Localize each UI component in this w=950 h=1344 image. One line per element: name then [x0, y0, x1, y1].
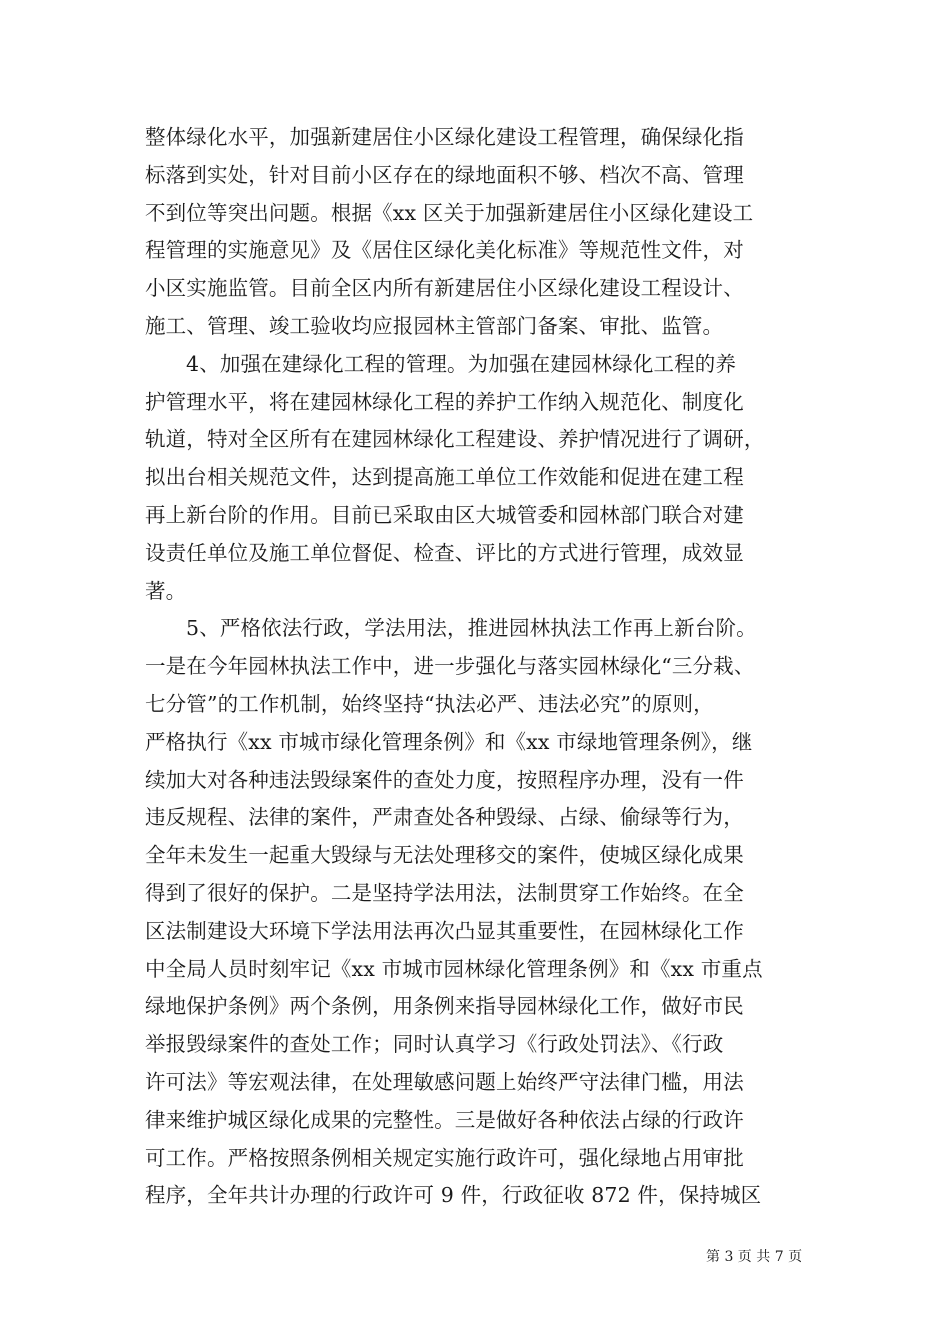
text-line: 小区实施监管。目前全区内所有新建居住小区绿化建设工程设计、	[145, 276, 744, 301]
text-line: 续加大对各种违法毁绿案件的查处力度，按照程序办理，没有一件	[145, 767, 744, 792]
paragraph-start-line: 4、加强在建绿化工程的管理。为加强在建园林绿化工程的养	[186, 351, 737, 376]
text-line: 律来维护城区绿化成果的完整性。三是做好各种依法占绿的行政许	[145, 1107, 744, 1132]
text-line: 许可法》等宏观法律，在处理敏感问题上始终严守法律门槛，用法	[145, 1069, 744, 1094]
text-line: 绿地保护条例》两个条例，用条例来指导园林绿化工作，做好市民	[145, 994, 744, 1019]
page-number-footer: 第 3 页 共 7 页	[706, 1249, 803, 1265]
text-line: 著。	[145, 578, 187, 603]
text-line: 七分管”的工作机制，始终坚持“执法必严、违法必究”的原则，	[145, 691, 714, 716]
text-line: 标落到实处，针对目前小区存在的绿地面积不够、档次不高、管理	[145, 162, 744, 187]
paragraph-start-line: 5、严格依法行政，学法用法，推进园林执法工作再上新台阶。	[186, 616, 757, 641]
text-line: 中全局人员时刻牢记《xx 市城市园林绿化管理条例》和《xx 市重点	[145, 956, 763, 981]
text-line: 整体绿化水平，加强新建居住小区绿化建设工程管理，确保绿化指	[145, 125, 744, 149]
text-line: 可工作。严格按照条例相关规定实施行政许可，强化绿地占用审批	[145, 1145, 744, 1170]
text-line: 程管理的实施意见》及《居住区绿化美化标准》等规范性文件，对	[145, 238, 744, 263]
text-line: 不到位等突出问题。根据《xx 区关于加强新建居住小区绿化建设工	[145, 200, 754, 225]
text-line: 施工、管理、竣工验收均应报园林主管部门备案、审批、监管。	[145, 313, 724, 338]
text-line: 设责任单位及施工单位督促、检查、评比的方式进行管理，成效显	[145, 540, 744, 565]
text-line: 严格执行《xx 市城市绿化管理条例》和《xx 市绿地管理条例》，继	[145, 729, 753, 754]
text-line: 违反规程、法律的案件，严肃查处各种毁绿、占绿、偷绿等行为，	[145, 805, 744, 830]
text-line: 拟出台相关规范文件，达到提高施工单位工作效能和促进在建工程	[145, 465, 744, 490]
body-text	[145, 119, 825, 1215]
text-line: 护管理水平，将在建园林绿化工程的养护工作纳入规范化、制度化	[145, 389, 744, 414]
text-line: 程序，全年共计办理的行政许可 9 件，行政征收 872 件，保持城区	[145, 1183, 762, 1208]
text-line: 举报毁绿案件的查处工作；同时认真学习《行政处罚法》、《行政	[145, 1032, 724, 1057]
text-line: 再上新台阶的作用。目前已采取由区大城管委和园林部门联合对建	[145, 502, 744, 527]
text-line: 全年未发生一起重大毁绿与无法处理移交的案件，使城区绿化成果	[145, 843, 744, 868]
text-line: 轨道，特对全区所有在建园林绿化工程建设、养护情况进行了调研，	[145, 427, 765, 452]
text-line: 区法制建设大环境下学法用法再次凸显其重要性，在园林绿化工作	[145, 918, 744, 943]
text-line: 一是在今年园林执法工作中，进一步强化与落实园林绿化“三分栽、	[145, 654, 755, 679]
text-line: 得到了很好的保护。二是坚持学法用法，法制贯穿工作始终。在全	[145, 880, 744, 905]
